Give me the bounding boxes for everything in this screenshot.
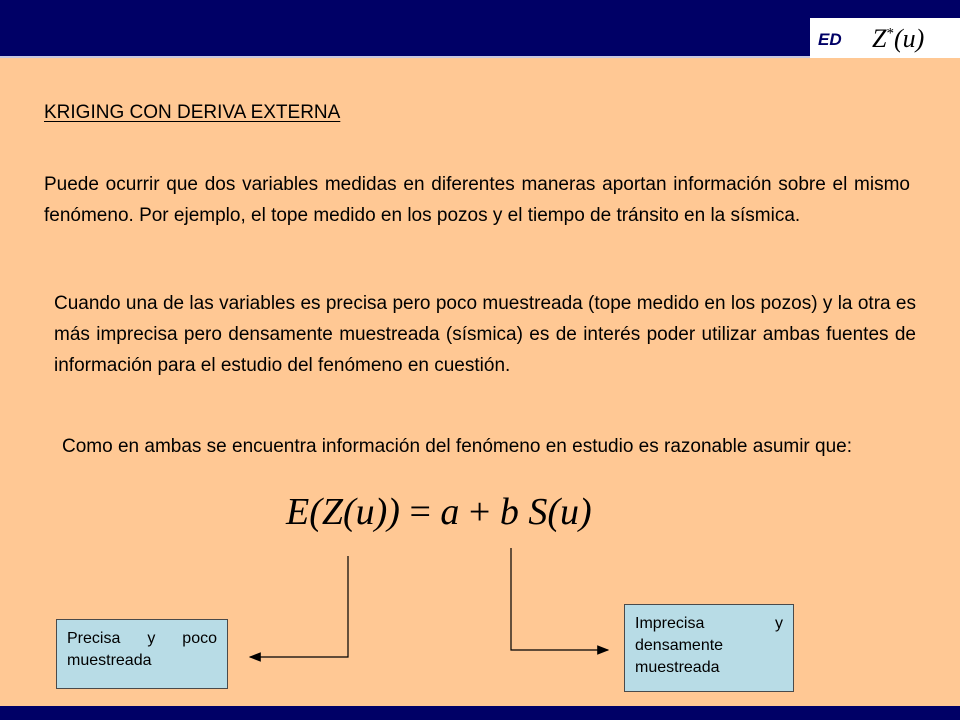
bottom-bar	[0, 706, 960, 720]
equation-rhs-b: b S(u)	[499, 491, 592, 533]
paragraph-1: Puede ocurrir que dos variables medidas en diferentes maneras aportan información sobre el mismo fenómeno. Por ejemplo, el tope medido en los pozos y el tiempo de tránsito en la sísmica.	[44, 174, 910, 226]
arrow-to-imprecise-box	[511, 548, 608, 650]
paragraph-2: Cuando una de las variables es precisa pero poco muestreada (tope medido en los pozos) y la otra es más imprecisa pero densamente muestreada (sísmica) es de interés poder utilizar ambas fuentes de información para el estudio del fenómeno en cuestión.	[54, 293, 916, 376]
equation-lhs: E(Z(u))	[286, 491, 400, 533]
equation-equals: =	[409, 491, 431, 533]
equation-rhs-a: a	[440, 491, 460, 533]
equation-plus: +	[468, 491, 491, 533]
page-title: KRIGING CON DERIVA EXTERNA	[44, 102, 341, 123]
header-formula-arg: (u)	[893, 24, 925, 53]
paragraph-3: Como en ambas se encuentra información del fenómeno en estudio es razonable asumir que:	[62, 436, 853, 457]
header-formula-base: Z	[872, 24, 887, 53]
imprecise-variable-box: Imprecisa y densamente muestreada	[624, 604, 794, 692]
header-formula-sup: *	[886, 25, 894, 42]
section-tag: ED	[818, 30, 842, 49]
arrow-to-precise-box	[250, 556, 348, 657]
precise-variable-box: Precisa y poco muestreada	[56, 619, 228, 689]
